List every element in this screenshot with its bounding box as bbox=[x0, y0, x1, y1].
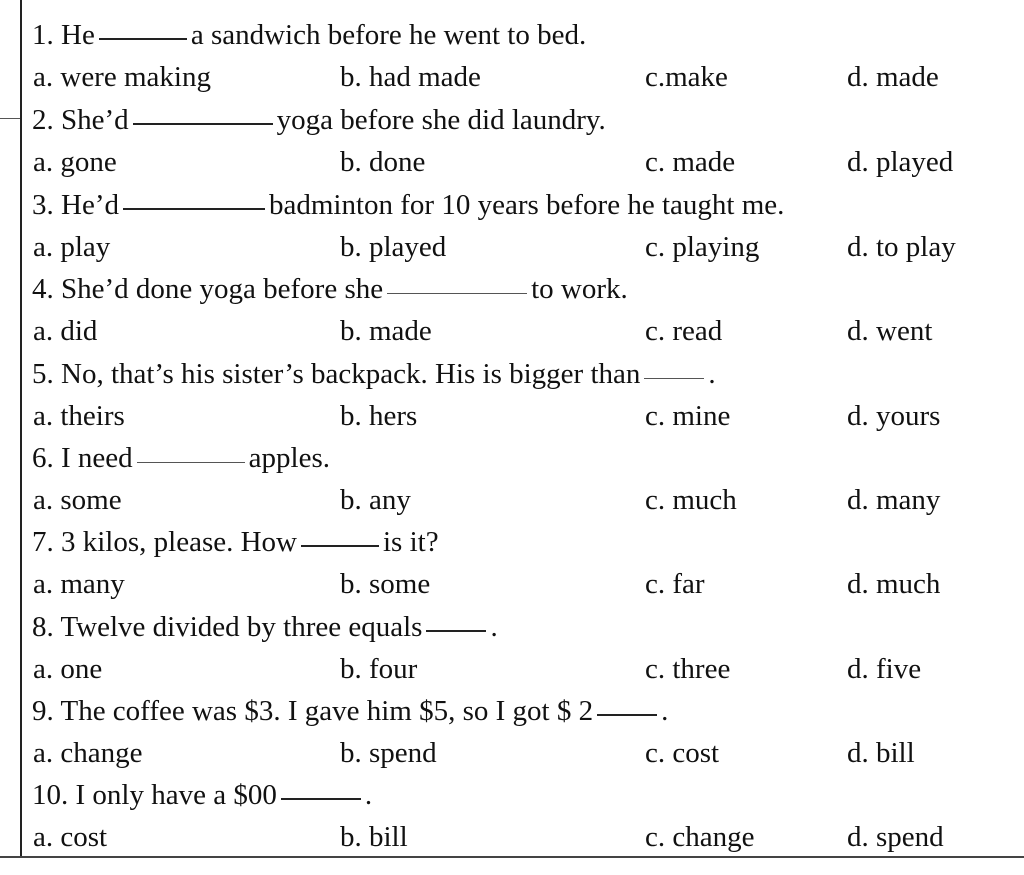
question-3-stem-end: badminton for 10 years before he taught me. bbox=[268, 189, 785, 221]
question-5-stem: 5. No, that’s his sister’s backpack. His is bigger than bbox=[32, 358, 641, 390]
question-3-option-b: b. played bbox=[340, 231, 447, 263]
question-10-option-d: d. spend bbox=[847, 821, 944, 853]
question-9-option-d: d. bill bbox=[847, 737, 915, 769]
question-4 bbox=[32, 268, 628, 310]
question-10 bbox=[32, 774, 372, 816]
question-3-option-a: a. play bbox=[33, 231, 111, 263]
question-2-blank bbox=[133, 119, 273, 125]
question-6 bbox=[32, 437, 330, 479]
question-10-blank bbox=[281, 794, 361, 800]
question-10-option-b: b. bill bbox=[340, 821, 408, 853]
question-8-option-d: d. five bbox=[847, 653, 922, 685]
question-7-option-d: d. much bbox=[847, 568, 941, 600]
question-9-option-c: c. cost bbox=[645, 737, 720, 769]
question-6-blank bbox=[137, 458, 245, 463]
question-8-stem: 8. Twelve divided by three equals bbox=[32, 611, 423, 643]
question-7-stem-end: is it? bbox=[383, 526, 439, 558]
question-1-option-c: c.make bbox=[645, 61, 728, 93]
question-6-stem: 6. I need bbox=[32, 442, 133, 474]
question-9-stem: 9. The coffee was $3. I gave him $5, so I got $ 2 bbox=[32, 695, 594, 727]
question-4-option-d: d. went bbox=[847, 315, 933, 347]
question-8-option-a: a. one bbox=[33, 653, 103, 685]
question-6-option-a: a. some bbox=[33, 484, 122, 516]
question-6-option-d: d. many bbox=[847, 484, 941, 516]
question-4-blank bbox=[387, 289, 527, 294]
question-5-blank bbox=[644, 374, 704, 379]
question-1-stem-end: a sandwich before he went to bed. bbox=[190, 19, 587, 51]
question-4-option-b: b. made bbox=[340, 315, 432, 347]
question-8 bbox=[32, 606, 498, 648]
question-7-option-a: a. many bbox=[33, 568, 125, 600]
question-1-option-d: d. made bbox=[847, 61, 939, 93]
question-7-option-b: b. some bbox=[340, 568, 431, 600]
question-5-option-d: d. yours bbox=[847, 400, 941, 432]
margin-tick bbox=[0, 118, 20, 119]
question-10-option-c: c. change bbox=[645, 821, 755, 853]
question-3-stem: 3. He’d bbox=[32, 189, 119, 221]
question-9-blank bbox=[597, 710, 657, 716]
question-6-option-b: b. any bbox=[340, 484, 411, 516]
question-4-stem: 4. She’d done yoga before she bbox=[32, 273, 384, 305]
question-5 bbox=[32, 353, 716, 395]
question-7-stem: 7. 3 kilos, please. How bbox=[32, 526, 297, 558]
question-10-option-a: a. cost bbox=[33, 821, 108, 853]
question-7-blank bbox=[301, 541, 379, 547]
question-6-option-c: c. much bbox=[645, 484, 737, 516]
question-9 bbox=[32, 690, 668, 732]
question-2-option-d: d. played bbox=[847, 146, 954, 178]
question-3 bbox=[32, 184, 784, 226]
question-4-stem-end: to work. bbox=[531, 273, 628, 305]
question-9-option-b: b. spend bbox=[340, 737, 437, 769]
question-10-stem: 10. I only have a $00 bbox=[32, 779, 277, 811]
question-3-option-c: c. playing bbox=[645, 231, 760, 263]
question-4-option-c: c. read bbox=[645, 315, 723, 347]
question-1-option-a: a. were making bbox=[33, 61, 211, 93]
question-8-option-c: c. three bbox=[645, 653, 731, 685]
question-3-blank bbox=[123, 204, 265, 210]
question-8-option-b: b. four bbox=[340, 653, 418, 685]
question-4-option-a: a. did bbox=[33, 315, 98, 347]
question-2-stem-end: yoga before she did laundry. bbox=[276, 104, 606, 136]
question-10-stem-end: . bbox=[364, 779, 373, 811]
question-2-option-c: c. made bbox=[645, 146, 736, 178]
question-8-blank bbox=[426, 626, 486, 632]
question-2 bbox=[32, 99, 606, 141]
question-1-option-b: b. had made bbox=[340, 61, 481, 93]
question-5-stem-end: . bbox=[708, 358, 716, 390]
question-9-option-a: a. change bbox=[33, 737, 143, 769]
question-5-option-b: b. hers bbox=[340, 400, 418, 432]
question-1 bbox=[32, 14, 586, 56]
question-1-stem: 1. He bbox=[32, 19, 95, 51]
question-5-option-c: c. mine bbox=[645, 400, 731, 432]
question-6-stem-end: apples. bbox=[248, 442, 330, 474]
question-5-option-a: a. theirs bbox=[33, 400, 125, 432]
question-8-stem-end: . bbox=[490, 611, 498, 643]
question-3-option-d: d. to play bbox=[847, 231, 956, 263]
question-2-stem: 2. She’d bbox=[32, 104, 129, 136]
question-1-blank bbox=[99, 34, 187, 40]
question-2-option-b: b. done bbox=[340, 146, 426, 178]
question-7-option-c: c. far bbox=[645, 568, 705, 600]
question-7 bbox=[32, 521, 439, 563]
question-2-option-a: a. gone bbox=[33, 146, 117, 178]
question-9-stem-end: . bbox=[661, 695, 669, 727]
